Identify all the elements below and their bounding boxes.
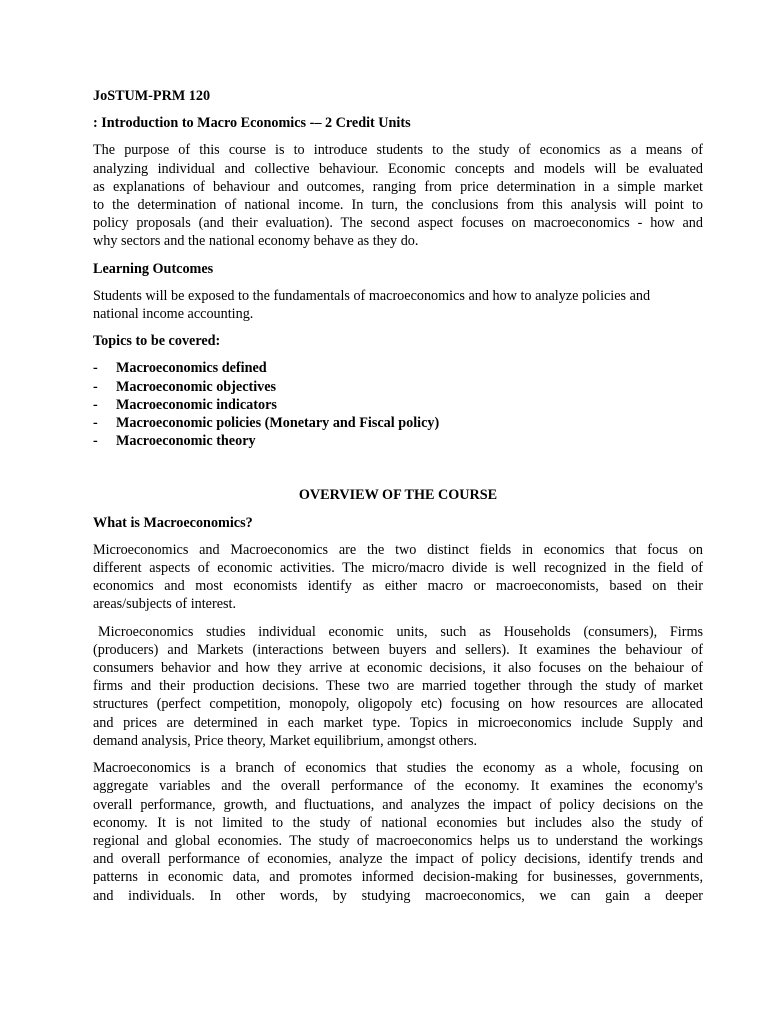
paragraph-line: (producers) and Markets (interactions between buyers and sellers). It examines the behaviour of: [93, 641, 703, 658]
list-dash: -: [93, 360, 98, 377]
paragraph-line: and individuals. In other words, by studying macroeconomics, we can gain a deeper: [93, 887, 703, 904]
topic-item: [93, 359, 703, 377]
paragraph-line: regional and global economies. The study of macroeconomics helps us to understand the workings: [93, 832, 703, 849]
paragraph-line: economics and most economists identify as either macro or macroeconomists, based on their: [93, 578, 703, 595]
paragraph-line: [93, 623, 703, 641]
paragraph-line: national income accounting.: [93, 306, 254, 323]
paragraph-line: structures (perfect competition, monopoly, oligopoly etc) focusing on how resources are allocated: [93, 696, 703, 713]
paragraph-line: as explanations of behaviour and outcomes, ranging from price determination in a simple market: [93, 178, 703, 195]
topic-item: [93, 378, 703, 396]
topic-item: [93, 414, 703, 432]
paragraph-line: patterns in economic data, and promotes informed decision-making for businesses, governments,: [93, 869, 703, 886]
paragraph-microeconomics: [93, 623, 703, 750]
paragraph-line: areas/subjects of interest.: [93, 596, 237, 613]
topic-text: Macroeconomic policies (Monetary and Fiscal policy): [116, 415, 440, 432]
topic-text: Macroeconomics defined: [116, 360, 267, 377]
document-page: [93, 87, 703, 914]
course-code: JoSTUM-PRM 120: [93, 88, 211, 104]
paragraph-micro-macro: [93, 541, 703, 614]
paragraph-line: overall performance, growth, and fluctuations, and analyzes the impact of policy decisions on the: [93, 796, 703, 813]
topics-list: [93, 359, 703, 450]
paragraph-line: demand analysis, Price theory, Market equilibrium, amongst others.: [93, 732, 478, 749]
learning-outcomes-paragraph: [93, 287, 703, 323]
course-title: : Introduction to Macro Economics -– 2 Credit Units: [93, 115, 411, 132]
paragraph-line: Students will be exposed to the fundamentals of macroeconomics and how to analyze policies and: [93, 287, 651, 304]
paragraph-line: firms and their production decisions. These two are married together through the study of market: [93, 678, 703, 695]
paragraph-line: and overall performance of economies, analyze the impact of policy decisions, identify trends and: [93, 851, 703, 868]
topic-item: [93, 432, 703, 450]
paragraph-line: policy proposals (and their evaluation). The second aspect focuses on macroeconomics - how and: [93, 215, 703, 232]
paragraph-macroeconomics: [93, 759, 703, 905]
list-dash: -: [93, 378, 98, 395]
paragraph-line: different aspects of economic activities. The micro/macro divide is well recognized in the field of: [93, 560, 703, 577]
purpose-paragraph: [93, 141, 703, 250]
paragraph-line: aggregate variables and the overall performance of the economy. It examines the economy's: [93, 778, 703, 795]
paragraph-line: Macroeconomics is a branch of economics that studies the economy as a whole, focusing on: [93, 760, 703, 777]
paragraph-line: why sectors and the national economy behave as they do.: [93, 233, 419, 250]
paragraph-line: The purpose of this course is to introduce students to the study of economics as a means of: [93, 142, 703, 159]
list-dash: -: [93, 415, 98, 432]
topics-heading: Topics to be covered:: [93, 333, 221, 350]
paragraph-line: economy. It is not limited to the study of national economies but includes also the study of: [93, 814, 703, 831]
paragraph-line: analyzing individual and collective behaviour. Economic concepts and models will be evaluated: [93, 160, 703, 177]
paragraph-line: to the determination of national income. In turn, the conclusions from this analysis will point to: [93, 197, 703, 214]
paragraph-line: consumers behavior and how they arrive at economic decisions, it also focuses on the behaiour of: [93, 660, 703, 677]
topic-text: Macroeconomic theory: [116, 433, 256, 450]
paragraph-line: Microeconomics and Macroeconomics are the two distinct fields in economics that focus on: [93, 541, 703, 558]
learning-outcomes-heading: Learning Outcomes: [93, 260, 214, 277]
topic-item: [93, 396, 703, 414]
topic-text: Macroeconomic objectives: [116, 378, 277, 395]
paragraph-line: and prices are determined in each market type. Topics in microeconomics include Supply and: [93, 714, 703, 731]
overview-heading: OVERVIEW OF THE COURSE: [298, 487, 498, 504]
list-dash: -: [93, 433, 98, 450]
what-is-heading: What is Macroeconomics?: [93, 514, 253, 531]
paragraph-line-text: Microeconomics studies individual economic units, such as Households (consumers), Firms: [98, 623, 703, 640]
topic-text: Macroeconomic indicators: [116, 396, 277, 413]
list-dash: -: [93, 396, 98, 413]
